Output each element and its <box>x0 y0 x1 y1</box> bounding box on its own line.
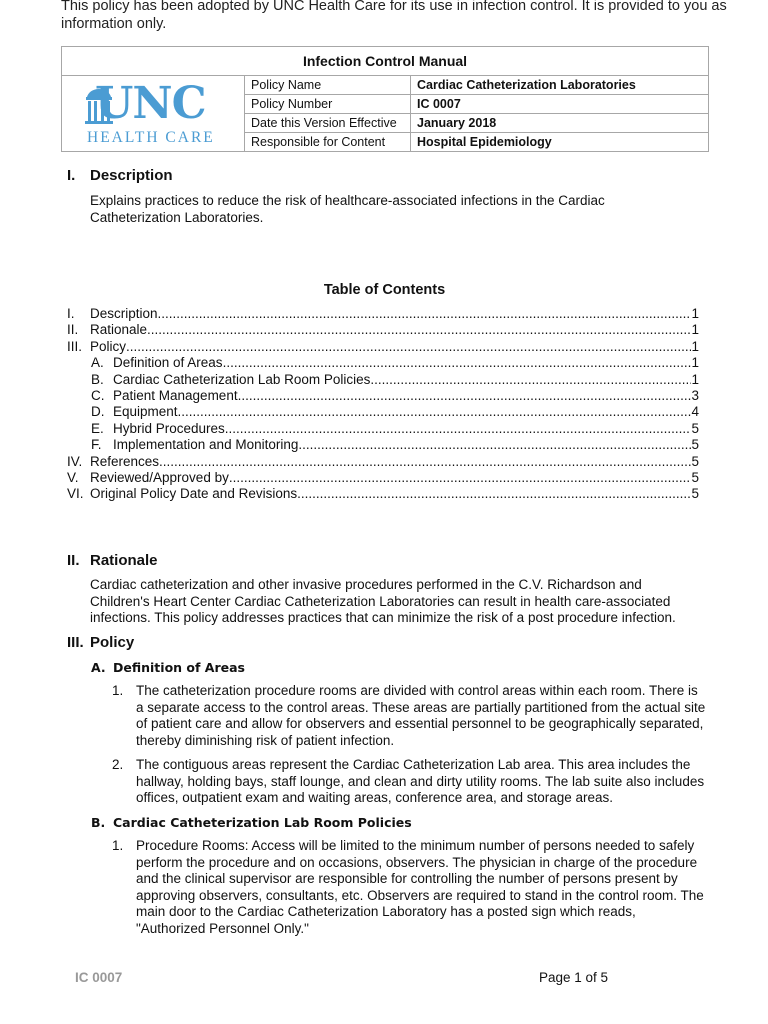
list-item <box>112 683 706 749</box>
list-item-num: 1. <box>112 838 124 853</box>
toc-entry[interactable] <box>67 421 699 437</box>
section-b-num: B. <box>91 815 106 830</box>
list-item-num: 2. <box>112 757 124 772</box>
toc-entry[interactable] <box>67 486 699 502</box>
toc-entry-num: II. <box>67 322 79 338</box>
toc-entry[interactable] <box>67 437 699 453</box>
toc-entry[interactable] <box>67 404 699 420</box>
policy-name-value: Cardiac Catheterization Laboratories <box>411 76 709 95</box>
toc-entry-label: Reviewed/Approved by <box>90 469 229 485</box>
rationale-heading-text: Rationale <box>90 552 158 569</box>
description-text: Explains practices to reduce the risk of healthcare-associated infections in the Cardiac Catheterization Laboratories. <box>90 193 605 225</box>
toc-entry-num: III. <box>67 338 83 354</box>
toc-entry-page: 5 <box>691 486 699 502</box>
toc-leader <box>298 437 691 453</box>
policy-number-value: IC 0007 <box>411 95 709 114</box>
toc-leader <box>229 470 692 486</box>
manual-title: Infection Control Manual <box>62 47 709 76</box>
toc-entry-label: Implementation and Monitoring <box>113 437 299 453</box>
toc-leader <box>370 372 691 388</box>
list-item-num: 1. <box>112 683 124 698</box>
toc-entry-label: References <box>90 453 160 469</box>
toc-entry-page: 5 <box>691 437 699 453</box>
rationale-num: II. <box>67 552 80 569</box>
toc-entry-label: Original Policy Date and Revisions <box>90 486 298 502</box>
effective-date-label: Date this Version Effective <box>245 114 411 133</box>
toc-entry[interactable] <box>67 306 699 322</box>
list-item <box>112 757 706 807</box>
rationale-text: Cardiac catheterization and other invasive procedures performed in the C.V. Richardson and Children's Heart Center Cardiac Catheterization Laboratories can result in health care-associated infections. This policy addresses practices that can minimize the risk of a post procedure infection. <box>90 577 676 625</box>
toc-entry-num: IV. <box>67 453 83 469</box>
toc-entry-page: 1 <box>691 338 699 354</box>
footer-page-number: Page 1 of 5 <box>539 970 609 985</box>
toc-entry-num: VI. <box>67 486 84 502</box>
toc-entry-num: D. <box>91 404 105 420</box>
toc-entry-num: E. <box>91 420 104 436</box>
toc-entry-label: Cardiac Catheterization Lab Room Policies <box>113 371 371 387</box>
toc-entry-page: 5 <box>691 469 699 485</box>
toc-entry-label: Rationale <box>90 322 148 338</box>
description-heading-text: Description <box>90 167 173 184</box>
toc-entry-label: Definition of Areas <box>113 355 223 371</box>
toc-leader <box>297 486 691 502</box>
toc-title: Table of Contents <box>323 282 446 298</box>
toc-entry-label: Description <box>90 306 158 321</box>
toc-entry[interactable] <box>67 470 699 486</box>
policy-heading-text: Policy <box>90 634 135 651</box>
unc-logo <box>62 77 245 150</box>
toc-entry-page: 1 <box>691 371 699 387</box>
policy-number-label: Policy Number <box>245 95 411 114</box>
list-item-text: The catheterization procedure rooms are divided with control areas within each room. There is a separate access to the control areas. These areas are partially partitioned from the actual site of patient care and allow for observers and essential personnel to be geographically separated, thereby diminishing risk of patient infection. <box>136 683 706 748</box>
toc-entry-label: Policy <box>90 338 127 354</box>
toc-leader <box>178 404 692 420</box>
description-num: I. <box>67 167 76 184</box>
toc-entry-page: 5 <box>691 453 699 469</box>
list-item-text: Procedure Rooms: Access will be limited to the minimum number of persons needed to safely perform the procedure and on occasions, observers. The physician in charge of the procedure and the clinical supervisor are responsible for controlling the number of persons present by approving observers, consultants, etc. Observers are required to stand in the control room. The main door to the Cardiac Catheterization Laboratory has a posted sign which reads, "Authorized Personnel Only." <box>136 838 704 936</box>
policy-header-table <box>61 46 709 152</box>
responsible-value: Hospital Epidemiology <box>411 133 709 152</box>
toc-leader <box>126 339 691 355</box>
toc-entry[interactable] <box>67 339 699 355</box>
toc-entry-label: Patient Management <box>113 387 238 403</box>
list-item <box>112 838 706 938</box>
logo-unc-text: UNC <box>95 78 206 129</box>
toc-leader <box>147 322 691 338</box>
section-b-heading-text: Cardiac Catheterization Lab Room Policies <box>113 815 412 830</box>
policy-num: III. <box>67 634 84 651</box>
toc-leader <box>223 355 692 371</box>
toc-entry-page: 4 <box>691 404 699 420</box>
logo-cell <box>62 76 245 152</box>
toc-entry-num: C. <box>91 387 105 403</box>
section-b-heading <box>91 815 412 830</box>
toc-entry[interactable] <box>67 355 699 371</box>
toc-entry-page: 1 <box>691 322 699 338</box>
policy-heading <box>67 634 134 651</box>
toc-entry-num: B. <box>91 371 104 387</box>
toc-entry[interactable] <box>67 372 699 388</box>
section-a-heading <box>91 660 245 675</box>
list-item-text: The contiguous areas represent the Cardiac Catheterization Lab area. This area includes the hallway, holding bays, staff lounge, and clean and dirty utility rooms. The lab suite also includes offices, outpatient exam and waiting areas, conference area, and storage areas. <box>136 757 705 806</box>
toc-entry-num: A. <box>91 355 104 371</box>
toc-entry-page: 5 <box>691 420 699 436</box>
toc-entry-num: V. <box>67 469 79 485</box>
toc-entry[interactable] <box>67 388 699 404</box>
adoption-notice: This policy has been adopted by UNC Health Care for its use in infection control. It is provided to you as information only. <box>61 0 727 32</box>
responsible-label: Responsible for Content <box>245 133 411 152</box>
toc-leader <box>159 454 691 470</box>
toc-entry-label: Equipment <box>113 404 178 420</box>
toc-entry-num: I. <box>67 306 75 321</box>
toc-leader <box>158 306 692 322</box>
table-of-contents <box>67 306 699 503</box>
toc-entry-page: 1 <box>691 306 699 321</box>
toc-entry-num: F. <box>91 437 102 453</box>
toc-entry[interactable] <box>67 454 699 470</box>
toc-leader <box>238 388 692 404</box>
toc-entry-label: Hybrid Procedures <box>113 420 225 436</box>
rationale-heading <box>67 552 158 569</box>
toc-entry-page: 3 <box>691 387 699 403</box>
logo-health-care-text: HEALTH CARE <box>87 129 215 146</box>
toc-entry-page: 1 <box>691 355 699 371</box>
footer-doc-id: IC 0007 <box>75 970 123 985</box>
toc-leader <box>225 421 692 437</box>
toc-entry[interactable] <box>67 322 699 338</box>
effective-date-value: January 2018 <box>411 114 709 133</box>
section-a-heading-text: Definition of Areas <box>113 660 245 675</box>
policy-name-label: Policy Name <box>245 76 411 95</box>
description-heading <box>67 167 173 184</box>
section-a-num: A. <box>91 660 106 675</box>
